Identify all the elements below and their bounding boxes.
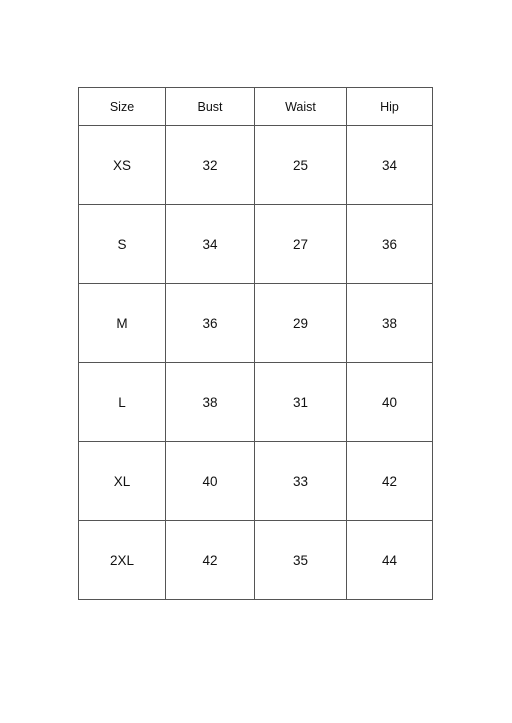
- bust-cell: 40: [166, 442, 255, 521]
- bust-cell: 38: [166, 363, 255, 442]
- table-row: [79, 442, 433, 521]
- table-row: [79, 521, 433, 600]
- size-chart-table: [78, 87, 433, 600]
- bust-cell: 34: [166, 205, 255, 284]
- table-row: [79, 126, 433, 205]
- waist-cell: 31: [255, 363, 347, 442]
- table-body: [79, 126, 433, 600]
- bust-cell: 42: [166, 521, 255, 600]
- waist-cell: 35: [255, 521, 347, 600]
- table-row: [79, 363, 433, 442]
- header-hip: Hip: [347, 88, 433, 126]
- size-cell: 2XL: [79, 521, 166, 600]
- size-cell: S: [79, 205, 166, 284]
- waist-cell: 27: [255, 205, 347, 284]
- hip-cell: 34: [347, 126, 433, 205]
- table-header: [79, 88, 433, 126]
- hip-cell: 44: [347, 521, 433, 600]
- waist-cell: 33: [255, 442, 347, 521]
- size-cell: XS: [79, 126, 166, 205]
- bust-cell: 32: [166, 126, 255, 205]
- header-row: [79, 88, 433, 126]
- hip-cell: 38: [347, 284, 433, 363]
- header-waist: Waist: [255, 88, 347, 126]
- hip-cell: 36: [347, 205, 433, 284]
- bust-cell: 36: [166, 284, 255, 363]
- size-cell: L: [79, 363, 166, 442]
- hip-cell: 42: [347, 442, 433, 521]
- hip-cell: 40: [347, 363, 433, 442]
- table-row: [79, 284, 433, 363]
- header-bust: Bust: [166, 88, 255, 126]
- waist-cell: 25: [255, 126, 347, 205]
- table-row: [79, 205, 433, 284]
- size-cell: XL: [79, 442, 166, 521]
- size-cell: M: [79, 284, 166, 363]
- waist-cell: 29: [255, 284, 347, 363]
- header-size: Size: [79, 88, 166, 126]
